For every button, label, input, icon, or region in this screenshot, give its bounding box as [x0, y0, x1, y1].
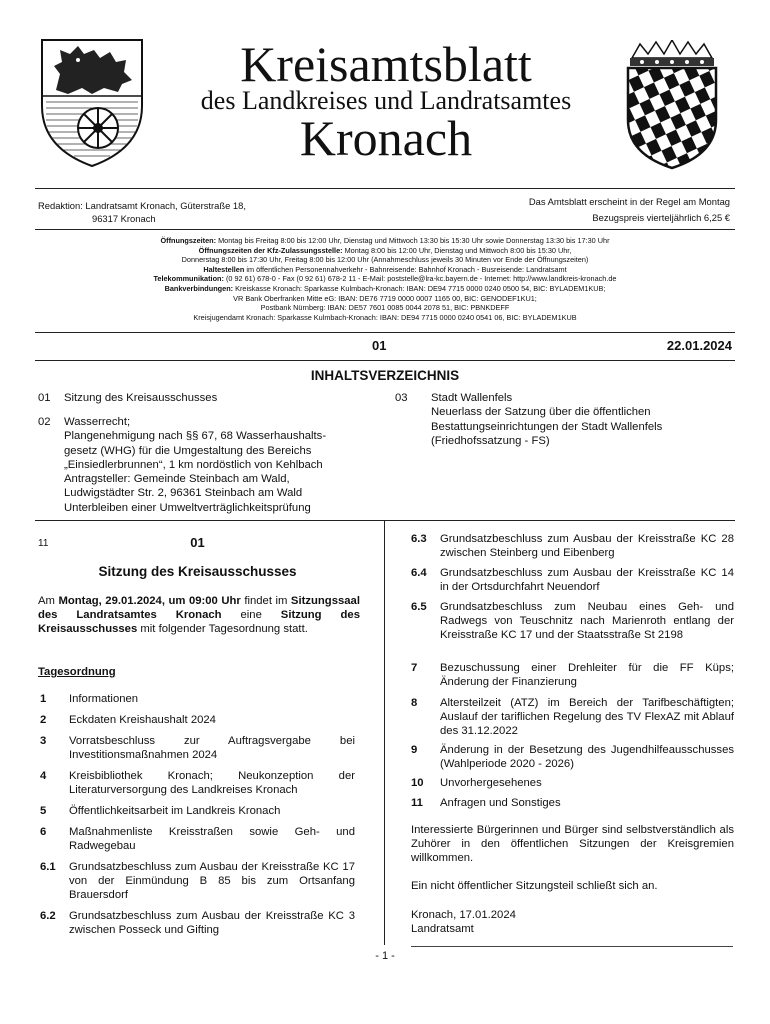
divider	[35, 360, 735, 361]
agenda-item-number: 6.5	[411, 601, 427, 613]
agenda-item-text: Änderung in der Besetzung des Jugendhilfeausschusses (Wahlperiode 2020 - 2026)	[440, 744, 734, 771]
redaktion-line2: 96317 Kronach	[92, 212, 156, 224]
toc-entry-line: Neuerlass der Satzung über die öffentlichen	[431, 406, 651, 419]
agenda-item-number: 10	[411, 777, 424, 789]
opening-hours-text: Montag bis Freitag 8:00 bis 12:00 Uhr, Dienstag und Mittwoch 13:30 bis 15:30 Uhr sowie Donnerstag 13:30 bis 17:30 Uhr	[216, 236, 610, 245]
article-title: Sitzung des Kreisausschusses	[98, 564, 297, 579]
agenda-item-text: Informationen	[69, 693, 139, 705]
public-note: Interessierte Bürgerinnen und Bürger sind selbstverständlich als Zuhörer in den öffentlichen Sitzungen der Kreisgremien willkommen.	[411, 824, 734, 865]
divider	[35, 229, 735, 230]
telecom-text: (0 92 61) 678-0 - Fax (0 92 61) 678-2 11 - E-Mail: poststelle@lra-kc.bayern.de - Internet: http://www.landkreis-kronach.de	[223, 274, 617, 284]
agenda-item-text: Unvorhergesehenes	[440, 777, 542, 789]
agenda-item-number: 6.1	[40, 861, 56, 873]
agenda-item-text: Altersteilzeit (ATZ) im Bereich der Tarifbeschäftigten; Auslauf der tariflichen Regelung des TV FlexAZ mit Ablauf des 31.12.2022	[440, 697, 734, 738]
stops-text: im öffentlichen Personennahverkehr - Bahnreisende: Bahnhof Kronach - Busreisende: Landratsamt	[244, 264, 567, 274]
divider	[35, 520, 735, 521]
meeting-date: Montag, 29.01.2024, um 09:00 Uhr	[58, 595, 241, 607]
kfz-hours-label: Öffnungszeiten der Kfz-Zulassungsstelle:	[198, 245, 343, 255]
masthead-place: Kronach	[299, 110, 473, 166]
sign-office: Landratsamt	[411, 923, 474, 935]
toc-entry-line: Bestattungseinrichtungen der Stadt Wallenfels	[431, 420, 663, 433]
agenda-item-number: 6.4	[411, 567, 427, 579]
agenda-item-text: Grundsatzbeschluss zum Ausbau der Kreisstraße KC 17 von der Einmündung B 85 bis zum Ortsanfang Brauersdorf	[69, 861, 355, 902]
agenda-item-text: Grundsatzbeschluss zum Ausbau der Kreisstraße KC 14 in der Ortsdurchfahrt Neuendorf	[440, 567, 734, 594]
agenda-item-number: 6.3	[411, 533, 427, 545]
agenda-item-text: Grundsatzbeschluss zum Ausbau der Kreisstraße KC 28 zwischen Steinberg und Eibenberg	[440, 533, 734, 560]
toc-entry-number: 02	[38, 416, 51, 428]
divider	[35, 332, 735, 333]
masthead-title: Kreisamtsblatt	[240, 36, 532, 92]
kfz-hours-text: Montag 8:00 bis 12:00 Uhr, Dienstag und Mittwoch 8:00 bis 15:30 Uhr,	[342, 245, 572, 255]
toc-heading: INHALTSVERZEICHNIS	[310, 368, 460, 383]
toc-entry-line: Sitzung des Kreisausschusses	[64, 392, 218, 404]
agenda-item-text: Eckdaten Kreishaushalt 2024	[69, 714, 216, 726]
intro-text: findet im	[240, 595, 291, 607]
divider	[35, 188, 735, 189]
intro-text: Am	[38, 595, 59, 607]
sign-date: Kronach, 17.01.2024	[411, 909, 516, 921]
agenda-item-number: 4	[40, 770, 47, 782]
meeting-location: Sitzungssaal des Landratsamtes Kronach	[38, 595, 360, 622]
toc-entry-line: (Friedhofssatzung - FS)	[431, 434, 550, 447]
agenda-item-number: 6.2	[40, 910, 56, 922]
agenda-heading: Tagesordnung	[38, 666, 116, 678]
toc-entry-line: Ludwigstädter Str. 2, 96361 Steinbach am Wald	[64, 487, 303, 500]
publication-frequency: Das Amtsblatt erscheint in der Regel am Montag	[528, 196, 730, 207]
agenda-item-text: Vorratsbeschluss zur Auftragsvergabe bei Investitionsmaßnahmen 2024	[69, 735, 355, 762]
bank-line-3: Postbank Nürnberg: IBAN: DE57 7601 0085 0044 2078 51, BIC: PBNKDEFF	[260, 303, 510, 313]
toc-entry-line: Antragsteller: Gemeinde Steinbach am Wald,	[64, 473, 290, 486]
toc-entry-line: gesetz (WHG) für die Umgestaltung des Bereichs	[64, 444, 312, 457]
toc-entry-line: Unterbleiben einer Umweltverträglichkeitsprüfung	[64, 501, 311, 514]
agenda-item-text: Maßnahmenliste Kreisstraßen sowie Geh- und Radwegebau	[69, 826, 355, 853]
kfz-hours-text-2: Donnerstag 8:00 bis 17:30 Uhr, Freitag 8:00 bis 12:00 Uhr (Annahmeschluss jeweils 30 Minuten vor Ende der Öffnungszeiten)	[181, 255, 589, 265]
bank-line-4: Kreisjugendamt Kronach: Sparkasse Kulmbach-Kronach: IBAN: DE94 7715 0000 0240 0541 06, BIC: BYLADEM1KUB	[193, 312, 577, 322]
agenda-item-number: 9	[411, 744, 418, 756]
page-number: - 1 -	[375, 950, 395, 962]
toc-entry-line: Wasserrecht;	[64, 416, 131, 428]
article-intro	[38, 594, 360, 637]
bank-text: Kreiskasse Kronach: Sparkasse Kulmbach-Kronach: IBAN: DE94 7715 0000 0240 0500 54, BIC: BYLADEM1KUB;	[233, 283, 606, 293]
toc-entry-line: Stadt Wallenfels	[431, 392, 513, 404]
agenda-item-text: Bezuschussung einer Drehleiter für die FF Küps; Änderung der Finanzierung	[440, 662, 734, 689]
agenda-item-number: 7	[411, 662, 418, 674]
bavarian-coat-of-arms-icon	[622, 40, 722, 170]
opening-hours-label: Öffnungszeiten:	[160, 236, 217, 245]
meeting-body: Sitzung des Kreisausschusses	[38, 609, 360, 636]
agenda-item-text: Kreisbibliothek Kronach; Neukonzeption der Literaturversorgung des Landkreises Kronach	[69, 770, 355, 797]
agenda-item-number: 2	[40, 714, 47, 726]
redaktion	[38, 200, 246, 225]
article-page-ref: 11	[38, 538, 49, 549]
office-info	[35, 236, 735, 322]
agenda-item-number: 8	[411, 697, 418, 709]
toc-entry-line: Plangenehmigung nach §§ 67, 68 Wasserhaushalts-	[64, 430, 327, 443]
toc-entry-number: 01	[38, 392, 51, 404]
agenda-item-text: Grundsatzbeschluss zum Neubau eines Geh- und Radwegs von Teuschnitz nach Marienroth entlang der Kreisstraße KC 17 und der Staatsstraße St 2198	[440, 601, 734, 642]
issue-date: 22.01.2024	[666, 338, 732, 353]
agenda-item-number: 1	[40, 693, 47, 705]
signature-line	[411, 946, 733, 947]
agenda-item-number: 6	[40, 826, 47, 838]
intro-text: mit folgender Tagesordnung statt.	[137, 623, 308, 636]
article-number: 01	[190, 535, 205, 550]
kronach-coat-of-arms-icon	[38, 36, 146, 168]
agenda-item-text: Öffentlichkeitsarbeit im Landkreis Kronach	[69, 805, 281, 817]
private-note: Ein nicht öffentlicher Sitzungsteil schließt sich an.	[411, 880, 658, 892]
toc-entry-number: 03	[395, 392, 408, 404]
agenda-item-text: Grundsatzbeschluss zum Ausbau der Kreisstraße KC 3 zwischen Posseck und Gifting	[69, 910, 355, 937]
column-divider	[384, 520, 385, 945]
toc-entry-line: „Einsiedlerbrunnen“, 1 km nordöstlich von Kehlbach	[64, 458, 323, 471]
agenda-item-number: 3	[40, 735, 47, 747]
bank-label: Bankverbindungen:	[164, 283, 234, 293]
subscription-price: Bezugspreis vierteljährlich 6,25 €	[592, 212, 730, 223]
bank-line-2: VR Bank Oberfranken Mitte eG: IBAN: DE76 7719 0000 0007 1165 00, BIC: GENODEF1KU1;	[233, 293, 537, 303]
intro-text: eine	[221, 609, 281, 622]
agenda-item-number: 11	[411, 797, 423, 809]
stops-label: Haltestellen	[203, 264, 245, 274]
issue-number: 01	[372, 338, 387, 353]
agenda-item-number: 5	[40, 805, 47, 817]
agenda-item-text: Anfragen und Sonstiges	[440, 797, 561, 809]
telecom-label: Telekommunikation:	[153, 274, 224, 284]
masthead-subtitle: des Landkreises und Landratsamtes	[200, 86, 572, 115]
redaktion-line1: Redaktion: Landratsamt Kronach, Güterstraße 18,	[38, 200, 246, 211]
